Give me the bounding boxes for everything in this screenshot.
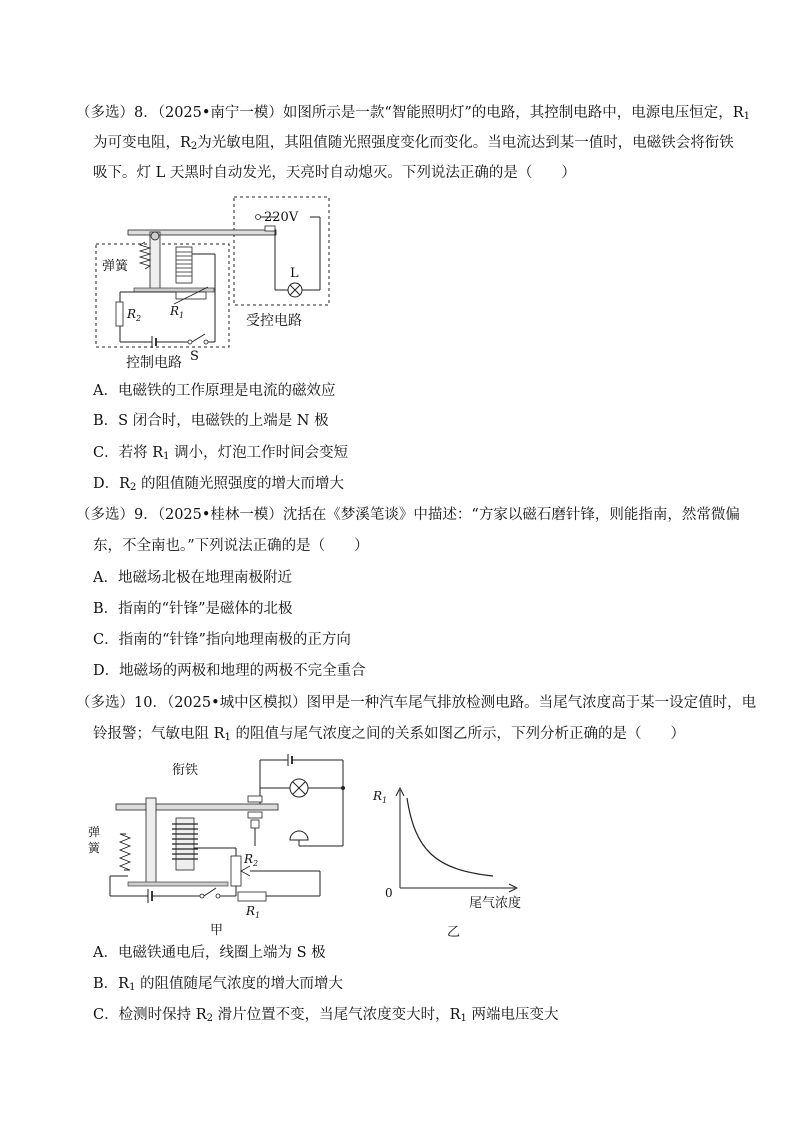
q10-label-r1: $R_1$ bbox=[246, 904, 261, 920]
graph-curve bbox=[407, 798, 493, 876]
q10-option-a[interactable]: A．电磁铁通电后，线圈上端为 S 极 bbox=[93, 945, 326, 961]
q9-stem-line2: 东，不全南也。”下列说法正确的是（ ） bbox=[93, 538, 369, 554]
graph-xlabel: 尾气浓度 bbox=[469, 896, 522, 911]
q9-option-d[interactable]: D．地磁场的两极和地理的两极不完全重合 bbox=[93, 663, 366, 679]
q8-option-c[interactable]: C．若将 $R_1$ 调小，灯泡工作时间会变短 bbox=[93, 445, 349, 462]
q8-stem-line2: 为可变电阻，$R_2$为光敏电阻，其阻值随光照强度变化而变化。当电流达到某一值时，电磁铁会将衔铁 bbox=[93, 135, 734, 152]
q10-label-armature: 衔铁 bbox=[172, 763, 199, 778]
q8-stem-line1: （多选）8．（2025•南宁一模）如图所示是一款“智能照明灯”的电路，其控制电路中，电源电压恒定，$R_1$ bbox=[76, 105, 751, 122]
q8-label-s: S bbox=[190, 349, 199, 364]
q8-label-220v: 220V bbox=[264, 210, 299, 225]
q8-label-spring: 弹簧 bbox=[102, 259, 129, 274]
q8-label-r2: $R_2$ bbox=[127, 307, 142, 323]
q10-caption-yi: 乙 bbox=[447, 925, 461, 940]
q10-caption-jia: 甲 bbox=[210, 923, 224, 938]
q10-stem-line1: （多选）10．（2025•城中区模拟）图甲是一种汽车尾气排放检测电路。当尾气浓度高于某一设定值时，电 bbox=[76, 695, 757, 711]
q10-label-spring-2: 簧 bbox=[88, 841, 101, 855]
q8-caption-controlled: 受控电路 bbox=[246, 313, 302, 329]
q10-circuit-figure-jia bbox=[88, 748, 358, 938]
graph-origin: 0 bbox=[385, 886, 393, 900]
q10-option-c[interactable]: C．检测时保持 $R_2$ 滑片位置不变，当尾气浓度变大时，$R_1$ 两端电压变大 bbox=[93, 1007, 559, 1024]
q8-option-b[interactable]: B．S 闭合时，电磁铁的上端是 N 极 bbox=[93, 413, 329, 429]
q9-option-b[interactable]: B．指南的“针锋”是磁体的北极 bbox=[93, 601, 293, 617]
q9-option-c[interactable]: C．指南的“针锋”指向地理南极的正方向 bbox=[93, 632, 351, 648]
q8-caption-control: 控制电路 bbox=[126, 355, 182, 371]
q10-graph-yi bbox=[365, 780, 540, 940]
q10-label-r2: $R_2$ bbox=[244, 852, 259, 868]
q8-label-lamp: L bbox=[290, 266, 299, 281]
q10-stem-line2: 铃报警；气敏电阻 $R_1$ 的阻值与尾气浓度之间的关系如图乙所示，下列分析正确的是（ ） bbox=[93, 726, 686, 743]
graph-ylabel: $R_1$ bbox=[373, 789, 388, 805]
q9-option-a[interactable]: A．地磁场北极在地理南极附近 bbox=[93, 570, 292, 586]
q10-label-spring-1: 弹 bbox=[88, 825, 101, 839]
q8-option-d[interactable]: D．$R_2$ 的阻值随光照强度的增大而增大 bbox=[93, 476, 345, 493]
q9-stem-line1: （多选）9．（2025•桂林一模）沈括在《梦溪笔谈》中描述：“方家以磁石磨针锋，则能指南，然常微偏 bbox=[76, 507, 740, 523]
q8-stem-line3: 吸下。灯 L 天黑时自动发光，天亮时自动熄灭。下列说法正确的是（ ） bbox=[93, 165, 576, 181]
q8-label-r1: $R_1$ bbox=[170, 304, 185, 320]
q8-circuit-figure bbox=[90, 192, 340, 372]
q10-option-b[interactable]: B．$R_1$ 的阻值随尾气浓度的增大而增大 bbox=[93, 976, 344, 993]
q8-option-a[interactable]: A．电磁铁的工作原理是电流的磁效应 bbox=[93, 383, 336, 399]
